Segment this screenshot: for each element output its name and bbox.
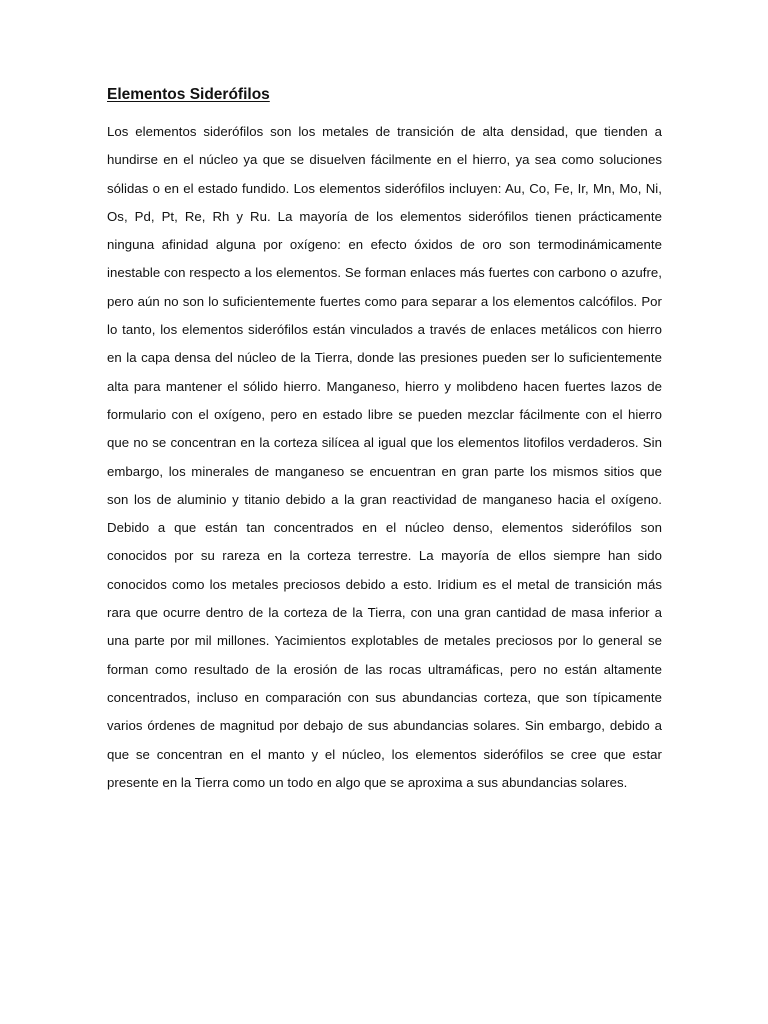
document-page	[107, 82, 662, 797]
document-title: Elementos Sideróf﻿ilos	[107, 86, 270, 103]
document-body-paragraph: Los elementos siderófilos son los metales de transición de alta densidad, que tienden a hundirse en el núcleo ya que se disuelven fácilmente en el hierro, ya sea como soluciones sólidas o en el estado fundido. Los elementos siderófilos incluyen: Au, Co, Fe, Ir, Mn, Mo, Ni, Os, Pd, Pt, Re, Rh y Ru. La mayoría de los elementos siderófilos tienen prácticamente ninguna afinidad alguna por oxígeno: en efecto óxidos de oro son termodinámicamente inestable con respecto a los elementos. Se forman enlaces más fuertes con carbono o azufre, pero aún no son lo suficientemente fuertes como para separar a los elementos calcófilos. Por lo tanto, los elementos siderófilos están vinculados a través de enlaces metálicos con hierro en la capa densa del núcleo de la Tierra, donde las presiones pueden ser lo suficientemente alta para mantener el sólido hierro. Manganeso, hierro y molibdeno hacen fuertes lazos de formulario con el oxígeno, pero en estado libre se pueden mezclar fácilmente con el hierro que no se concentran en la corteza silícea al igual que los elementos litofilos verdaderos. Sin embargo, los minerales de manganeso se encuentran en gran parte los mismos sitios que son los de aluminio y titanio debido a la gran reactividad de manganeso hacia el oxígeno. Debido a que están tan concentrados en el núcleo denso, elementos siderófilos son conocidos por su rareza en la corteza terrestre. La mayoría de ellos siempre han sido conocidos como los metales preciosos debido a esto. Iridium es el metal de transición más rara que ocurre dentro de la corteza de la Tierra, con una gran cantidad de masa inferior a una parte por mil millones. Yacimientos explotables de metales preciosos por lo general se forman como resultado de la erosión de las rocas ultramáficas, pero no están altamente concentrados, incluso en comparación con sus abundancias corteza, que son típicamente varios órdenes de magnitud por debajo de sus abundancias solares. Sin embargo, debido a que se concentran en el manto y el núcleo, los elementos siderófilos se cree que estar presente en la Tierra como un todo en algo que se aproxima a sus abundancias solares.	[107, 124, 662, 790]
